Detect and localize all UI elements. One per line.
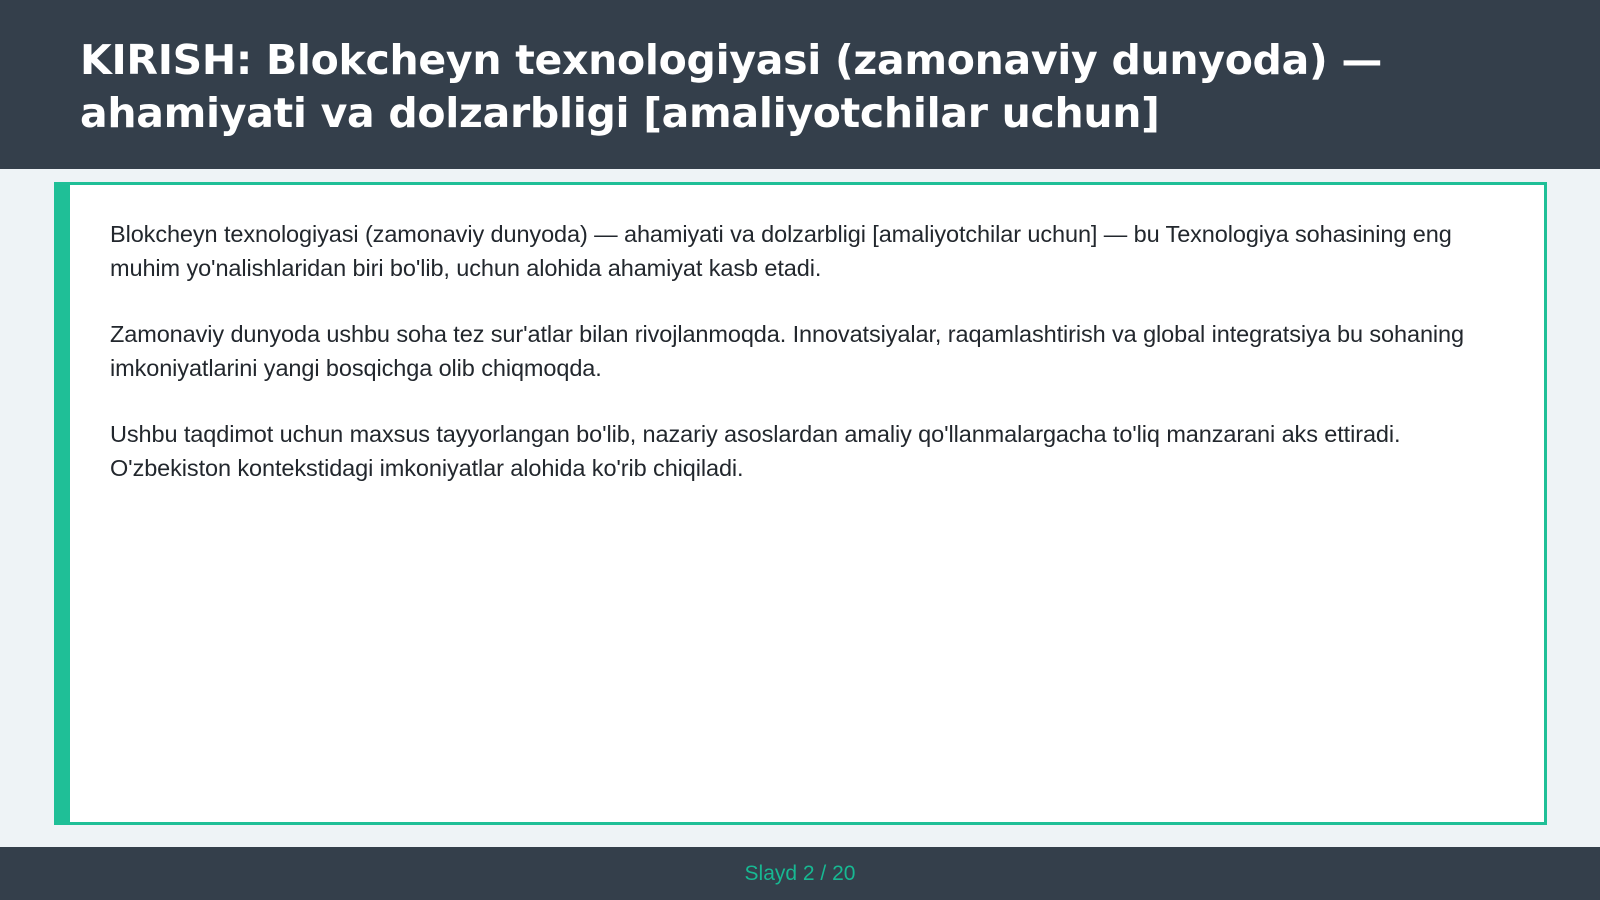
summary-paragraph: Ushbu taqdimot uchun maxsus tayyorlangan bo'lib, nazariy asoslardan amaliy qo'llanmalargacha to'liq manzarani aks ettiradi. O'zbekiston kontekstidagi imkoniyatlar alohida ko'rib chiqiladi. bbox=[110, 421, 1401, 481]
slide-number: Slayd 2 / 20 bbox=[744, 861, 856, 885]
slide-title: KIRISH: Blokcheyn texnologiyasi (zamonaviy dunyoda) — ahamiyati va dolzarbligi [amaliyotchilar uchun] bbox=[80, 36, 1383, 137]
slide-footer bbox=[0, 847, 1600, 900]
slide-header bbox=[0, 0, 1600, 169]
content-card bbox=[54, 182, 1547, 825]
intro-paragraph: Blokcheyn texnologiyasi (zamonaviy dunyoda) — ahamiyati va dolzarbligi [amaliyotchilar uchun] — bu Texnologiya sohasining eng muhim yo'nalishlaridan biri bo'lib, uchun alohida ahamiyat kasb etadi. bbox=[110, 221, 1452, 281]
context-paragraph: Zamonaviy dunyoda ushbu soha tez sur'atlar bilan rivojlanmoqda. Innovatsiyalar, raqamlashtirish va global integratsiya bu sohaning imkoniyatlarini yangi bosqichga olib chiqmoqda. bbox=[110, 321, 1464, 381]
